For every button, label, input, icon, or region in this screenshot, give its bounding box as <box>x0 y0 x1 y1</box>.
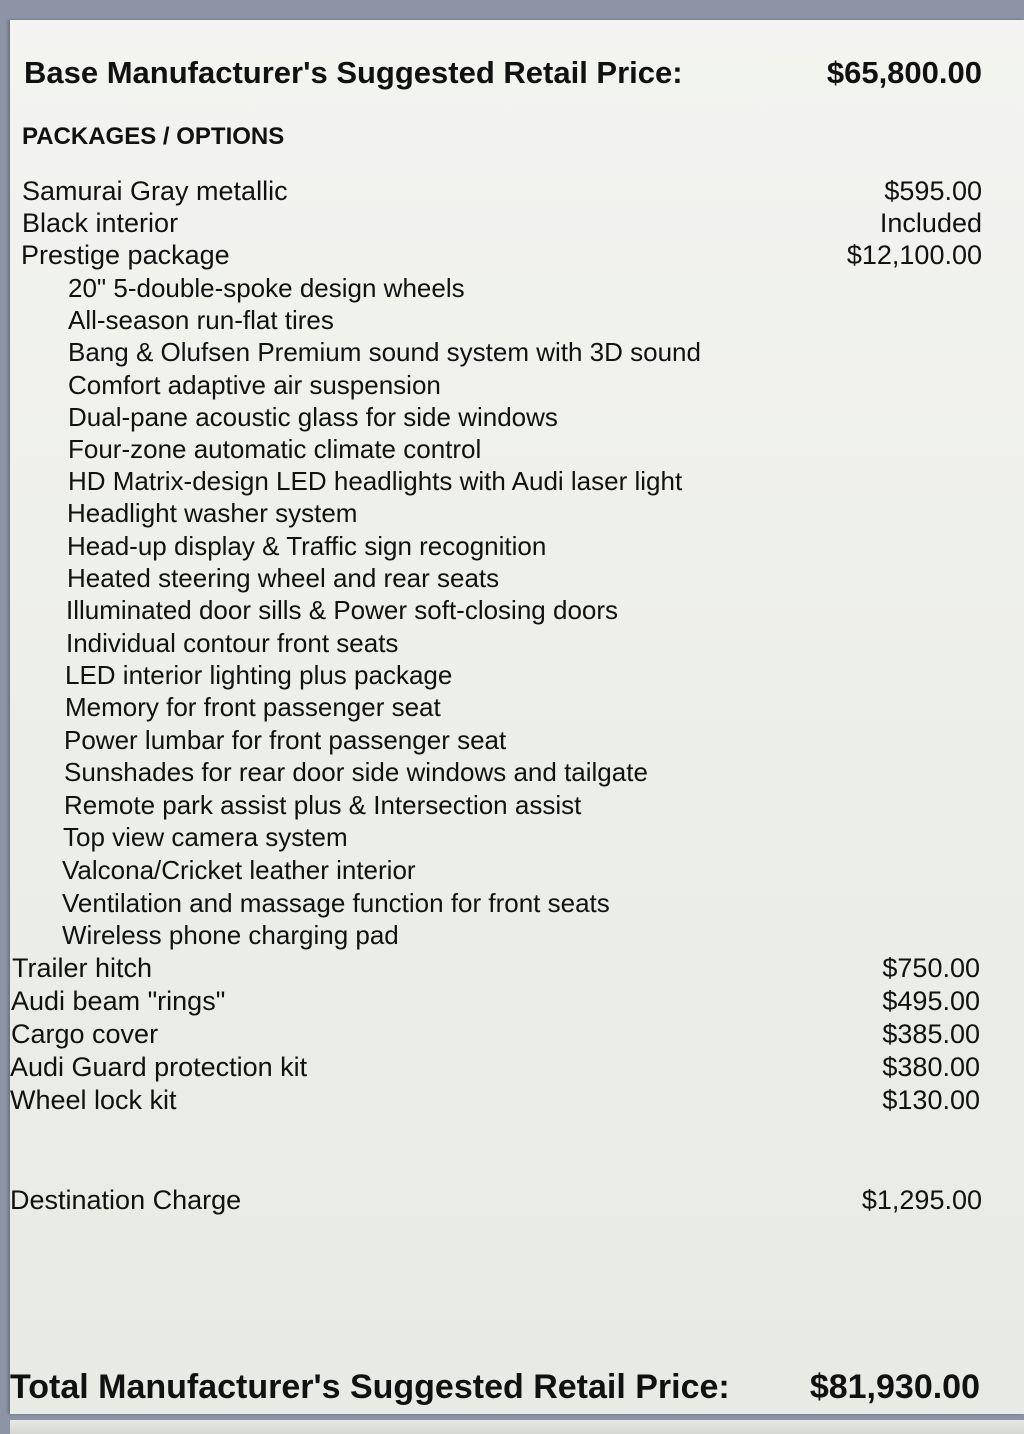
option-row <box>10 1017 1024 1051</box>
option-row <box>10 984 1024 1018</box>
option-label: Wheel lock kit <box>10 1085 177 1115</box>
section-title: PACKAGES / OPTIONS <box>22 123 285 150</box>
feature-label: Individual contour front seats <box>66 628 399 658</box>
option-label: Cargo cover <box>11 1019 159 1049</box>
feature-item <box>10 886 1024 920</box>
option-price: Included <box>879 208 982 238</box>
option-row <box>10 1083 1024 1117</box>
option-label: Audi beam "rings" <box>11 986 226 1016</box>
section-title-row <box>10 120 1024 154</box>
option-price: $385.00 <box>882 1019 980 1049</box>
feature-item <box>10 626 1024 660</box>
option-label: Black interior <box>22 208 179 238</box>
feature-label: Illuminated door sills & Power soft-closing doors <box>66 595 619 625</box>
feature-label: Remote park assist plus & Intersection assist <box>64 790 582 820</box>
feature-item <box>10 432 1024 466</box>
option-label: Prestige package <box>21 240 230 270</box>
feature-item <box>10 496 1024 530</box>
total-row <box>10 1366 1024 1408</box>
feature-label: Ventilation and massage function for front seats <box>62 888 610 918</box>
feature-item <box>10 335 1024 369</box>
feature-item <box>10 561 1024 595</box>
feature-item <box>10 658 1024 692</box>
base-price-value: $65,800.00 <box>826 55 982 90</box>
feature-item <box>10 820 1024 854</box>
feature-item <box>10 853 1024 887</box>
feature-item <box>10 918 1024 952</box>
feature-item <box>10 529 1024 563</box>
feature-item <box>10 690 1024 724</box>
feature-item <box>10 723 1024 757</box>
feature-label: Headlight washer system <box>67 498 358 528</box>
option-row <box>10 238 1024 272</box>
feature-item <box>10 400 1024 434</box>
feature-label: Comfort adaptive air suspension <box>68 370 441 400</box>
destination-price: $1,295.00 <box>861 1185 982 1215</box>
feature-label: Head-up display & Traffic sign recognition <box>67 531 547 561</box>
feature-item <box>10 593 1024 627</box>
option-label: Trailer hitch <box>12 953 153 983</box>
option-price: $130.00 <box>882 1085 980 1115</box>
feature-label: Heated steering wheel and rear seats <box>67 563 500 593</box>
feature-item <box>10 368 1024 402</box>
feature-label: Sunshades for rear door side windows and tailgate <box>64 757 648 787</box>
feature-label: Power lumbar for front passenger seat <box>64 725 507 755</box>
option-price: $12,100.00 <box>846 240 982 270</box>
feature-item <box>10 271 1024 305</box>
feature-item <box>10 303 1024 337</box>
destination-label: Destination Charge <box>10 1185 242 1215</box>
option-label: Audi Guard protection kit <box>10 1052 308 1082</box>
feature-label: Valcona/Cricket leather interior <box>62 855 416 885</box>
option-row <box>10 951 1024 985</box>
feature-item <box>10 755 1024 789</box>
feature-label: Top view camera system <box>63 822 348 852</box>
total-price: $81,930.00 <box>809 1368 980 1406</box>
feature-label: All-season run-flat tires <box>68 305 334 335</box>
feature-item <box>10 788 1024 822</box>
feature-item <box>10 464 1024 498</box>
option-price: $750.00 <box>882 953 980 983</box>
option-price: $495.00 <box>882 986 980 1016</box>
feature-label: Wireless phone charging pad <box>62 920 399 950</box>
option-row <box>10 206 1024 240</box>
feature-label: LED interior lighting plus package <box>65 660 453 690</box>
option-row <box>10 174 1024 208</box>
feature-label: Four-zone automatic climate control <box>68 434 482 464</box>
feature-label: HD Matrix-design LED headlights with Audi laser light <box>68 466 683 496</box>
base-price-label: Base Manufacturer's Suggested Retail Price: <box>24 55 683 90</box>
feature-label: Bang & Olufsen Premium sound system with 3D sound <box>68 337 701 367</box>
option-row <box>10 1050 1024 1084</box>
destination-row <box>10 1183 1024 1217</box>
feature-label: Dual-pane acoustic glass for side windows <box>68 402 558 432</box>
window-sticker <box>10 20 1024 1414</box>
option-label: Samurai Gray metallic <box>22 176 288 206</box>
option-price: $595.00 <box>884 176 982 206</box>
feature-label: 20" 5-double-spoke design wheels <box>68 273 465 303</box>
feature-label: Memory for front passenger seat <box>65 692 441 722</box>
option-price: $380.00 <box>882 1052 980 1082</box>
base-price-row <box>10 56 1024 90</box>
footer-strip <box>10 1420 1024 1434</box>
total-label: Total Manufacturer's Suggested Retail Price: <box>10 1368 730 1406</box>
